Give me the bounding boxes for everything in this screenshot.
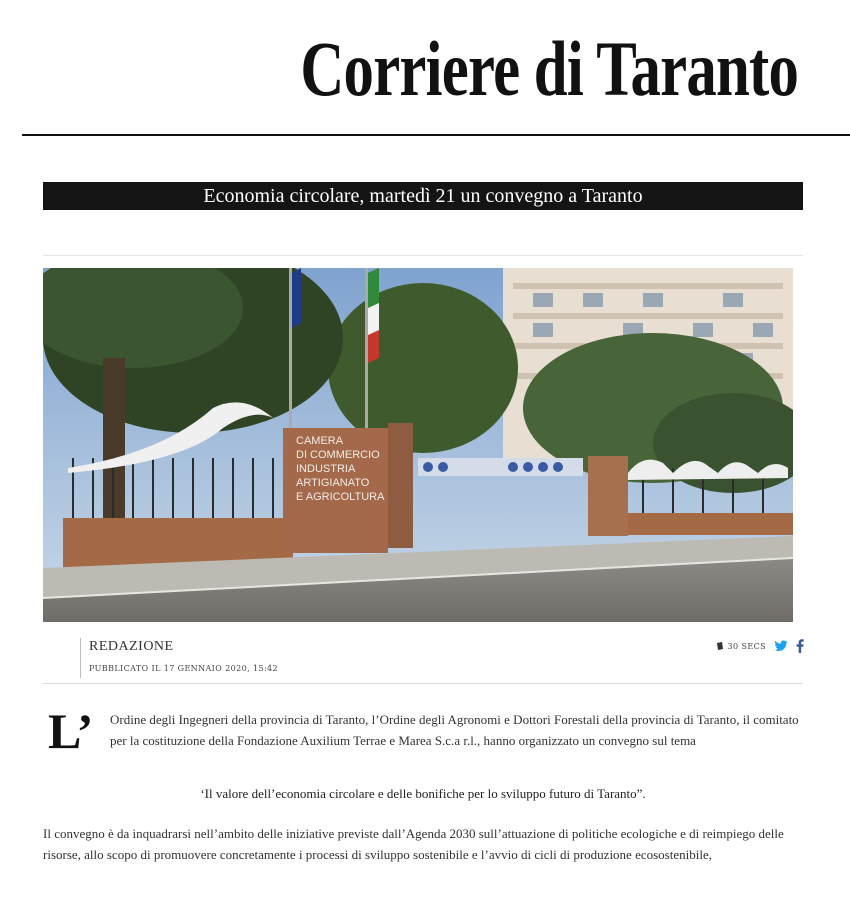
- read-time: [716, 642, 766, 651]
- read-time-label: 30 SECS: [727, 641, 766, 651]
- publish-date: PUBBLICATO IL 17 GENNAIO 2020, 15:42: [89, 664, 279, 673]
- article-meta: [716, 639, 804, 653]
- sign-line: INDUSTRIA: [296, 463, 356, 475]
- sign-line: ARTIGIANATO: [296, 477, 370, 489]
- book-icon: [716, 642, 724, 651]
- sign-line: CAMERA: [296, 435, 344, 447]
- paragraph-body: Il convegno è da inquadrarsi nell’ambito delle iniziative previste dall’Agenda 2030 sull’attuazione di politiche ecologiche e di reimpiego delle risorse, allo scopo di promuovere concretamente i processi di sviluppo sostenibile e l’avvio di cicli di produzione ecosostenibile,: [43, 826, 784, 862]
- byline: [80, 638, 278, 678]
- convegno-title-quote: ‘Il valore dell’economia circolare e delle bonifiche per lo sviluppo futuro di Taranto”.: [200, 786, 646, 801]
- sign-line: DI COMMERCIO: [296, 449, 380, 461]
- masthead-divider: [22, 134, 850, 136]
- divider: [43, 683, 803, 684]
- site-title[interactable]: Corriere di Taranto: [300, 25, 798, 112]
- facebook-icon[interactable]: [796, 639, 804, 653]
- paragraph-intro: Ordine degli Ingegneri della provincia di Taranto, l’Ordine degli Agronomi e Dottori Forestali della provincia di Taranto, il comitato per la costituzione della Fondazione Auxilium Terrae e Marea S.c.a r.l., hanno organizzato un convegno sul tema: [110, 712, 799, 748]
- article-photo: [43, 268, 793, 622]
- author-name[interactable]: REDAZIONE: [89, 639, 174, 654]
- article-headline: Economia circolare, martedì 21 un convegno a Taranto: [43, 182, 803, 210]
- masthead: [0, 0, 850, 137]
- divider: [43, 255, 803, 256]
- twitter-icon[interactable]: [774, 640, 788, 652]
- sign-line: E AGRICOLTURA: [296, 491, 385, 503]
- drop-cap: L’: [48, 703, 94, 759]
